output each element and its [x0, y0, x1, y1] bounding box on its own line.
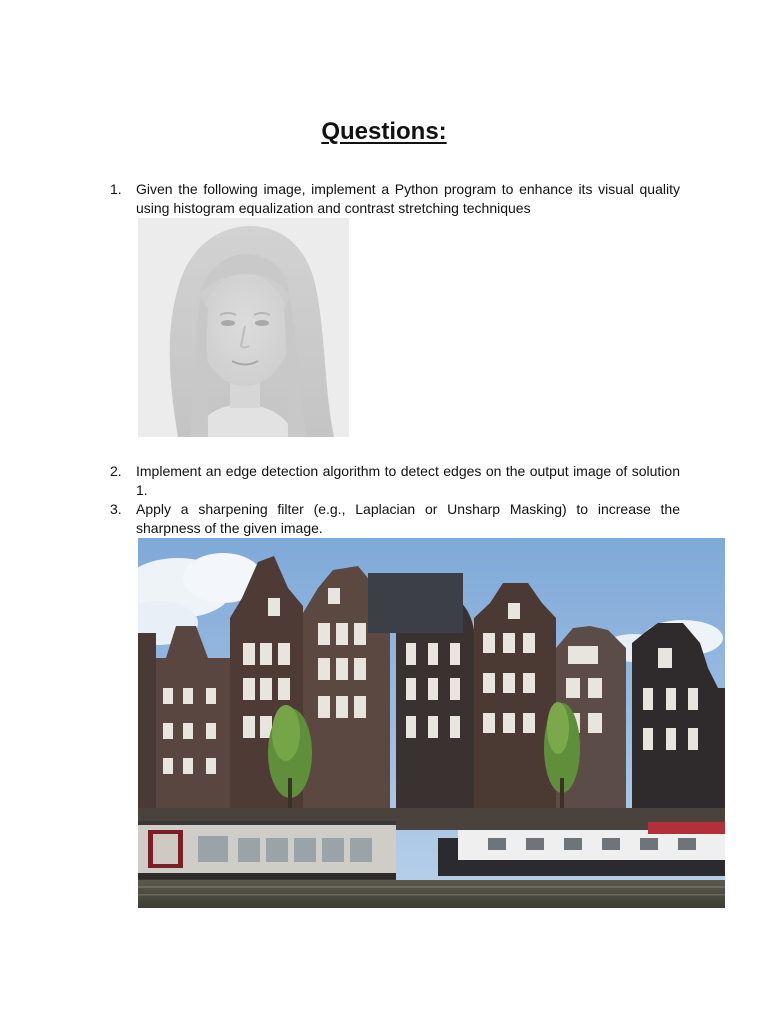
- question-number: 1.: [110, 181, 122, 197]
- question-number: 2.: [110, 463, 122, 479]
- question-text: Given the following image, implement a Python program to enhance its visual quality using histogram equalization and contrast stretching techniques: [136, 181, 680, 216]
- question-number: 3.: [110, 501, 122, 517]
- question-item-1: [110, 180, 680, 217]
- question-item-3: [110, 500, 680, 537]
- question-text: Implement an edge detection algorithm to detect edges on the output image of solution 1.: [136, 463, 680, 498]
- canal-houses-image: [138, 538, 725, 908]
- portrait-image: [138, 218, 349, 437]
- question-text: Apply a sharpening filter (e.g., Laplacian or Unsharp Masking) to increase the sharpness of the given image.: [136, 501, 680, 536]
- page-title: Questions:: [321, 118, 447, 145]
- question-item-2: [110, 462, 680, 499]
